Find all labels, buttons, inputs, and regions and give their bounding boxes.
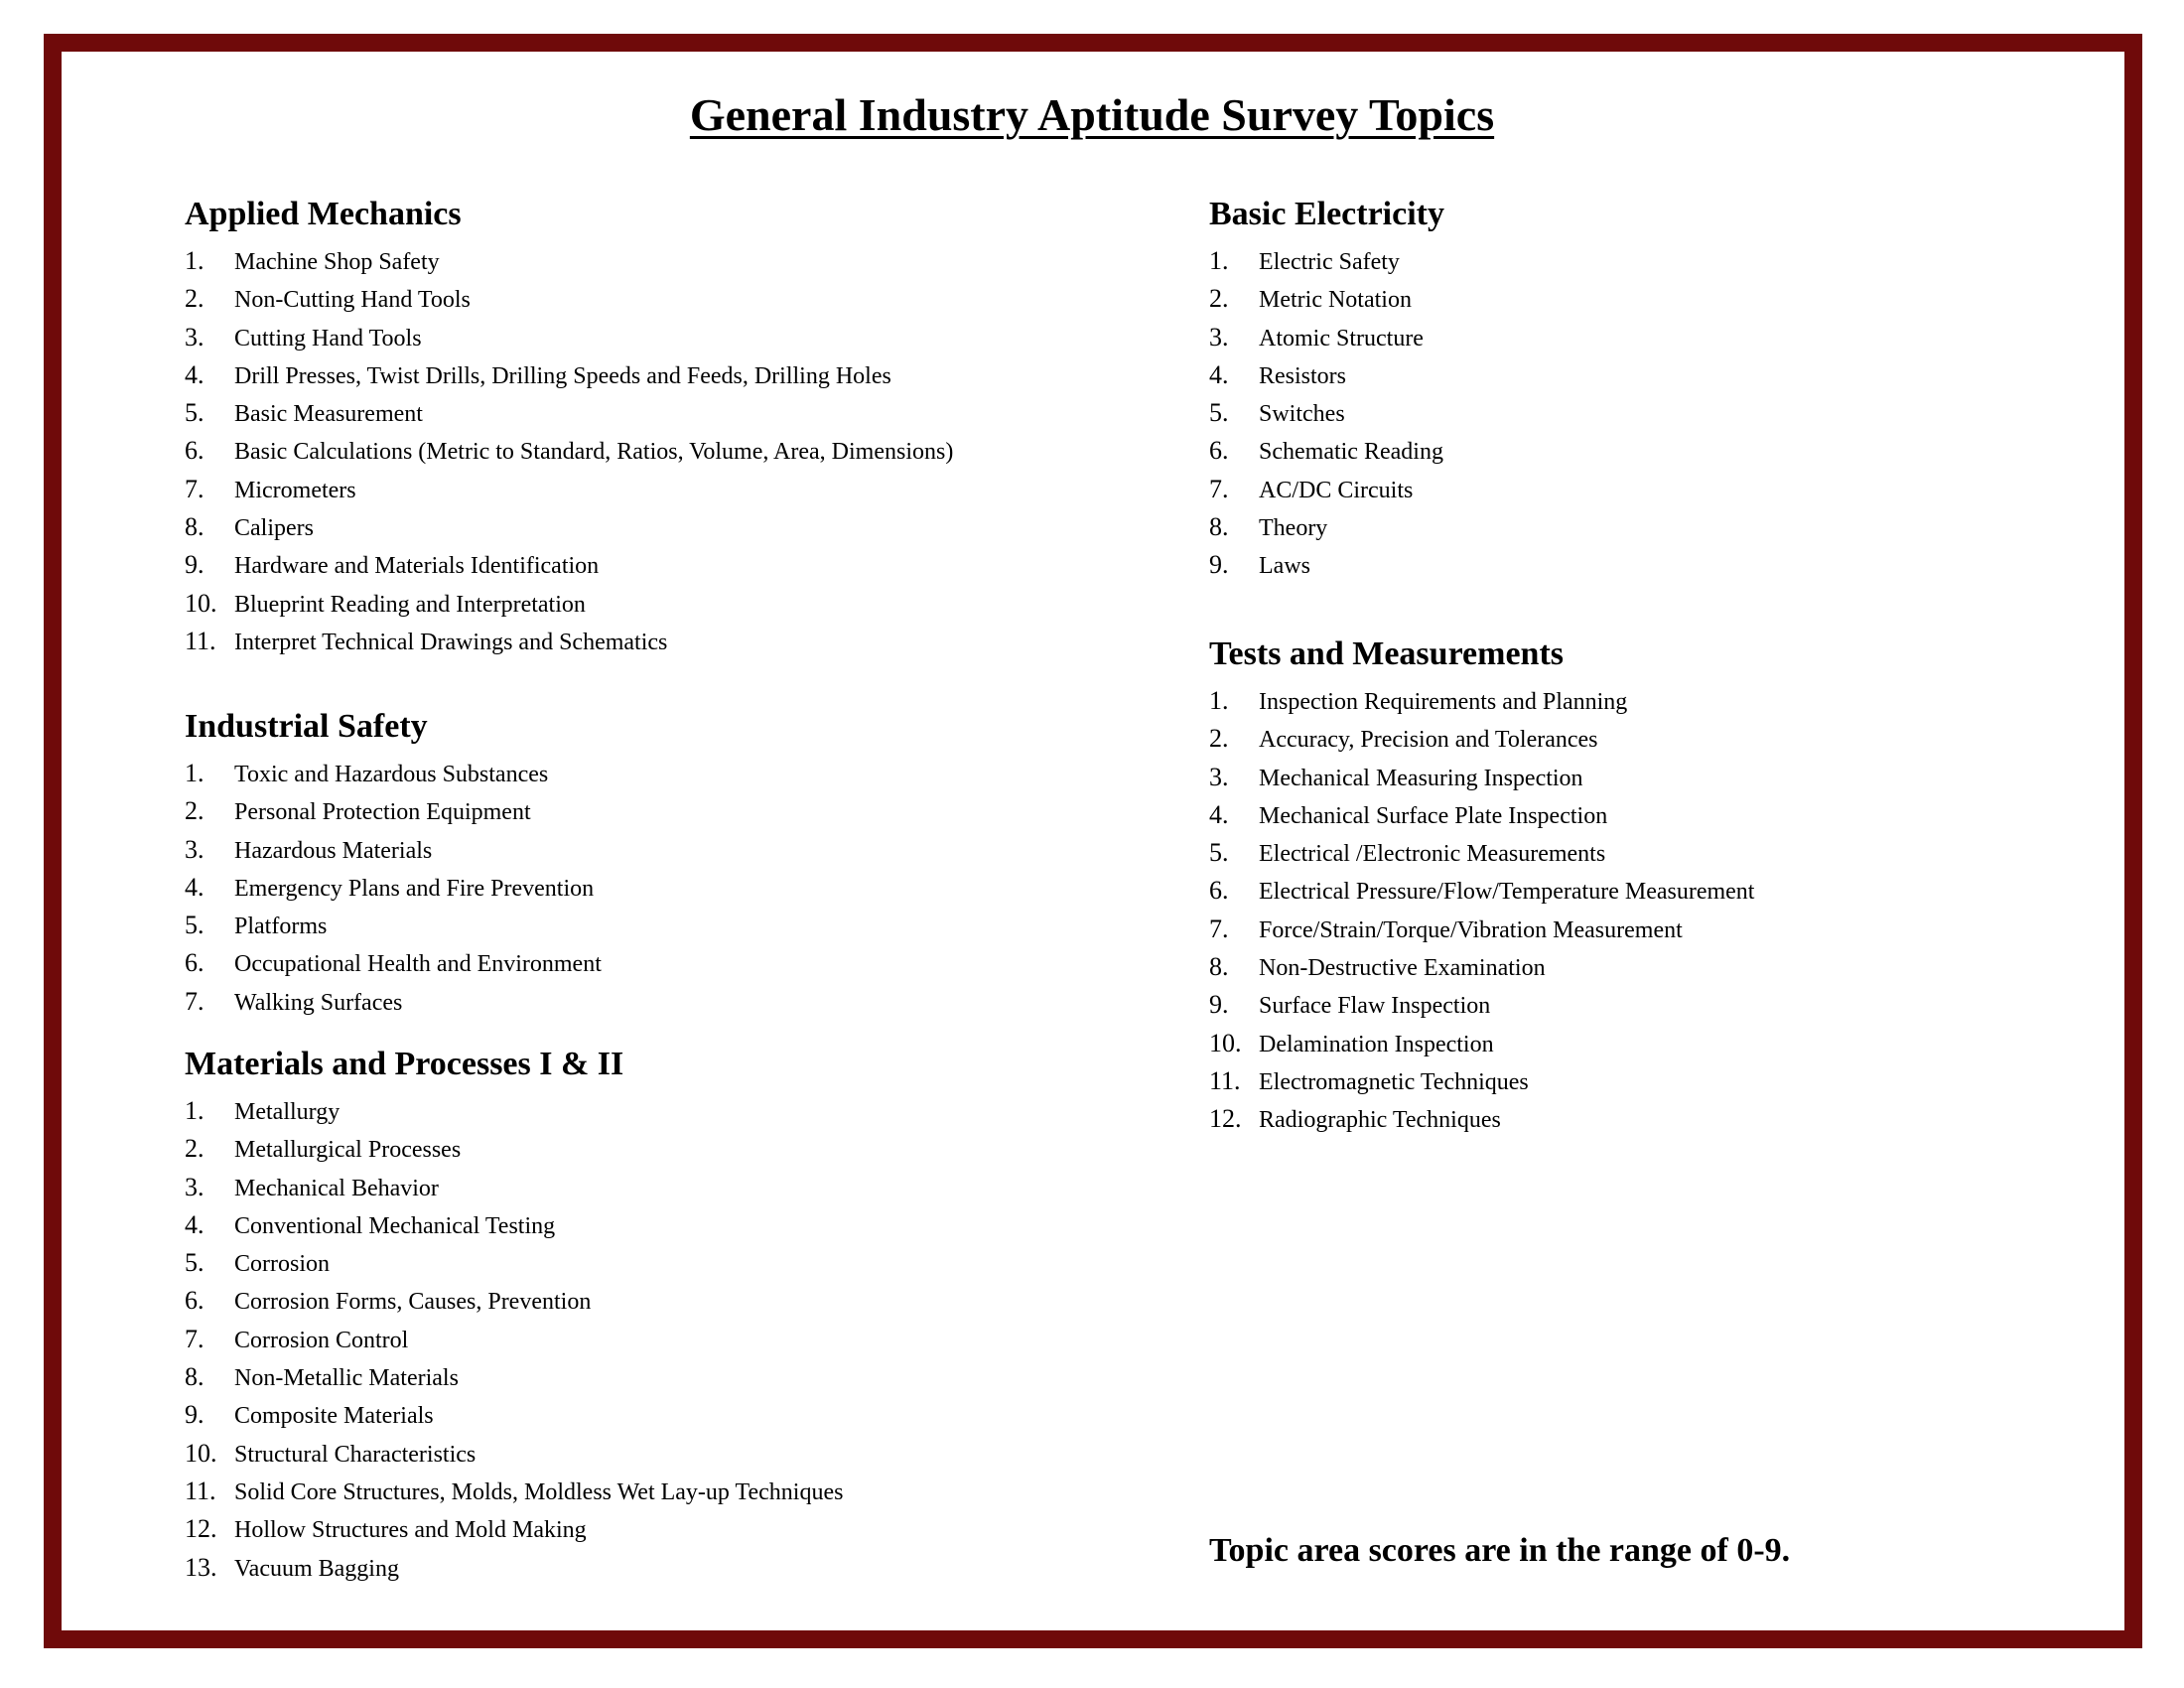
- topic-label: Atomic Structure: [1259, 325, 1424, 352]
- topic-label: Non-Destructive Examination: [1259, 955, 1546, 982]
- topic-label: Resistors: [1259, 362, 1347, 389]
- topic-item: [1209, 911, 1754, 948]
- topic-item: [185, 471, 953, 508]
- topic-number: 2.: [185, 284, 205, 314]
- topic-label: Electrical /Electronic Measurements: [1259, 841, 1606, 868]
- topic-label: Calipers: [234, 515, 314, 542]
- topic-label: Force/Strain/Torque/Vibration Measurement: [1259, 916, 1683, 943]
- topic-label: AC/DC Circuits: [1259, 477, 1414, 503]
- topic-item: [185, 1282, 843, 1320]
- topic-label: Machine Shop Safety: [234, 249, 440, 275]
- topic-item: [1209, 508, 1444, 546]
- topic-number: 6.: [185, 436, 205, 466]
- topic-item: [1209, 986, 1754, 1024]
- topic-label: Hazardous Materials: [234, 837, 433, 864]
- topic-label: Non-Metallic Materials: [234, 1365, 459, 1392]
- topic-label: Metric Notation: [1259, 287, 1412, 314]
- topic-label: Drill Presses, Twist Drills, Drilling Speeds and Feeds, Drilling Holes: [234, 362, 891, 389]
- topic-item: [185, 1358, 843, 1396]
- topic-item: [1209, 720, 1754, 758]
- topic-number: 10.: [185, 588, 217, 618]
- topic-number: 3.: [185, 834, 205, 864]
- topic-label: Vacuum Bagging: [234, 1555, 399, 1582]
- topic-item: [1209, 319, 1444, 356]
- topic-number: 5.: [185, 398, 205, 428]
- topic-number: 4.: [185, 359, 205, 389]
- section-heading: Materials and Processes I & II: [185, 1046, 624, 1082]
- topic-number: 9.: [1209, 550, 1229, 580]
- topic-item: [185, 394, 953, 432]
- topic-item: [1209, 796, 1754, 834]
- topic-item: [185, 1092, 843, 1130]
- topic-number: 9.: [1209, 990, 1229, 1020]
- topic-label: Structural Characteristics: [234, 1441, 477, 1468]
- topic-label: Hollow Structures and Mold Making: [234, 1517, 587, 1544]
- topic-number: 5.: [1209, 398, 1229, 428]
- section-basic-electricity: [1209, 193, 1444, 585]
- topic-label: Basic Measurement: [234, 401, 423, 428]
- topic-number: 5.: [185, 1248, 205, 1278]
- topic-number: 2.: [1209, 284, 1229, 314]
- topic-label: Corrosion Control: [234, 1327, 409, 1353]
- topic-number: 9.: [185, 550, 205, 580]
- topic-item: [185, 1244, 843, 1282]
- topic-item: [185, 623, 953, 660]
- topic-item: [185, 319, 953, 356]
- topic-label: Switches: [1259, 401, 1345, 428]
- topic-number: 7.: [185, 986, 205, 1016]
- topic-item: [185, 546, 953, 584]
- topic-label: Interpret Technical Drawings and Schematics: [234, 629, 668, 655]
- topic-item: [185, 983, 602, 1021]
- topic-item: [185, 432, 953, 470]
- topic-item: [185, 280, 953, 318]
- topic-number: 1.: [1209, 686, 1229, 715]
- topic-number: 4.: [1209, 799, 1229, 829]
- topic-number: 4.: [185, 1209, 205, 1239]
- topic-item: [1209, 280, 1444, 318]
- topic-number: 8.: [1209, 952, 1229, 982]
- topic-number: 11.: [185, 626, 216, 655]
- topic-number: 1.: [185, 759, 205, 787]
- topic-item: [185, 792, 602, 830]
- topic-item: [185, 755, 602, 792]
- topic-number: 11.: [185, 1476, 216, 1505]
- topic-label: Inspection Requirements and Planning: [1259, 689, 1628, 715]
- topic-label: Theory: [1259, 515, 1328, 542]
- topic-label: Blueprint Reading and Interpretation: [234, 591, 586, 618]
- topic-number: 7.: [185, 1324, 205, 1353]
- topic-item: [1209, 432, 1444, 470]
- topic-label: Metallurgical Processes: [234, 1137, 462, 1164]
- topic-item: [185, 1130, 843, 1168]
- topic-label: Solid Core Structures, Molds, Moldless Wet Lay-up Techniques: [234, 1478, 844, 1505]
- topic-number: 7.: [185, 474, 205, 503]
- topic-label: Radiographic Techniques: [1259, 1107, 1501, 1134]
- topic-label: Electrical Pressure/Flow/Temperature Measurement: [1259, 879, 1755, 906]
- topic-label: Occupational Health and Environment: [234, 951, 602, 978]
- topic-item: [185, 1396, 843, 1434]
- topic-item: [1209, 1025, 1754, 1062]
- topic-number: 3.: [185, 322, 205, 352]
- topic-item: [185, 1169, 843, 1206]
- topic-item: [185, 356, 953, 394]
- topic-label: Toxic and Hazardous Substances: [234, 762, 549, 787]
- topic-number: 6.: [185, 1286, 205, 1316]
- topic-number: 1.: [185, 1096, 205, 1125]
- topic-number: 10.: [185, 1438, 217, 1468]
- topic-list: [1209, 242, 1444, 585]
- topic-label: Corrosion: [234, 1251, 330, 1278]
- topic-number: 2.: [185, 1134, 205, 1164]
- topic-label: Metallurgy: [234, 1099, 341, 1125]
- topic-number: 9.: [185, 1400, 205, 1430]
- topic-label: Accuracy, Precision and Tolerances: [1259, 727, 1598, 754]
- topic-item: [185, 1549, 843, 1587]
- topic-number: 7.: [1209, 474, 1229, 503]
- topic-number: 10.: [1209, 1028, 1242, 1057]
- topic-number: 4.: [185, 872, 205, 902]
- topic-item: [185, 1206, 843, 1244]
- section-materials-and-processes: [185, 1043, 843, 1587]
- topic-list: [185, 1092, 843, 1587]
- topic-label: Electric Safety: [1259, 249, 1400, 275]
- topic-label: Mechanical Surface Plate Inspection: [1259, 802, 1608, 829]
- topic-number: 3.: [1209, 762, 1229, 791]
- topic-label: Non-Cutting Hand Tools: [234, 287, 471, 314]
- topic-list: [185, 755, 602, 1021]
- section-heading: Industrial Safety: [185, 708, 428, 745]
- topic-item: [1209, 394, 1444, 432]
- topic-number: 8.: [185, 1362, 205, 1392]
- topic-label: Mechanical Behavior: [234, 1175, 439, 1201]
- topic-item: [185, 508, 953, 546]
- topic-number: 12.: [1209, 1104, 1242, 1134]
- topic-label: Walking Surfaces: [234, 989, 403, 1016]
- topic-item: [1209, 872, 1754, 910]
- topic-label: Basic Calculations (Metric to Standard, Ratios, Volume, Area, Dimensions): [234, 439, 954, 466]
- topic-number: 13.: [185, 1552, 217, 1582]
- page-title: General Industry Aptitude Survey Topics: [689, 89, 1495, 140]
- topic-number: 4.: [1209, 359, 1229, 389]
- topic-item: [1209, 471, 1444, 508]
- topic-list: [1209, 682, 1754, 1139]
- topic-label: Corrosion Forms, Causes, Prevention: [234, 1289, 592, 1316]
- topic-item: [185, 1321, 843, 1358]
- topic-item: [1209, 242, 1444, 280]
- topic-item: [1209, 546, 1444, 584]
- topic-number: 11.: [1209, 1065, 1241, 1095]
- topic-label: Mechanical Measuring Inspection: [1259, 765, 1583, 791]
- section-tests-and-measurements: [1209, 633, 1754, 1139]
- section-applied-mechanics: [185, 193, 953, 660]
- topic-item: [185, 907, 602, 944]
- topic-item: [185, 869, 602, 907]
- topic-item: [185, 1435, 843, 1473]
- topic-item: [1209, 759, 1754, 796]
- section-industrial-safety: [185, 705, 602, 1021]
- topic-number: 8.: [1209, 512, 1229, 542]
- topic-item: [185, 585, 953, 623]
- section-heading: Applied Mechanics: [185, 196, 462, 232]
- topic-label: Emergency Plans and Fire Prevention: [234, 875, 595, 902]
- topic-number: 2.: [185, 796, 205, 826]
- topic-number: 3.: [185, 1172, 205, 1201]
- topic-number: 6.: [1209, 876, 1229, 906]
- section-heading: Basic Electricity: [1209, 196, 1444, 232]
- topic-number: 1.: [1209, 246, 1229, 275]
- topic-number: 5.: [1209, 838, 1229, 868]
- topic-label: Platforms: [234, 914, 328, 940]
- topic-label: Laws: [1259, 553, 1310, 580]
- topic-item: [1209, 1100, 1754, 1138]
- topic-label: Cutting Hand Tools: [234, 325, 422, 352]
- topic-label: Composite Materials: [234, 1403, 434, 1430]
- topic-item: [1209, 682, 1754, 720]
- topic-item: [1209, 1062, 1754, 1100]
- topic-item: [1209, 834, 1754, 872]
- topic-item: [1209, 948, 1754, 986]
- topic-number: 12.: [185, 1514, 217, 1544]
- topic-label: Personal Protection Equipment: [234, 799, 531, 826]
- topic-item: [185, 831, 602, 869]
- topic-item: [185, 1510, 843, 1548]
- topic-label: Micrometers: [234, 477, 356, 503]
- score-range-note: Topic area scores are in the range of 0-9.: [1209, 1532, 1791, 1569]
- topic-label: Conventional Mechanical Testing: [234, 1212, 556, 1239]
- topic-label: Hardware and Materials Identification: [234, 553, 600, 580]
- topic-item: [185, 944, 602, 982]
- topic-label: Schematic Reading: [1259, 439, 1443, 466]
- topic-number: 6.: [185, 948, 205, 978]
- topic-item: [185, 1473, 843, 1510]
- topic-label: Delamination Inspection: [1259, 1031, 1494, 1057]
- topic-list: [185, 242, 953, 660]
- section-heading: Tests and Measurements: [1209, 635, 1565, 672]
- topic-label: Electromagnetic Techniques: [1259, 1068, 1529, 1095]
- topic-item: [185, 242, 953, 280]
- topic-number: 6.: [1209, 436, 1229, 466]
- topic-label: Surface Flaw Inspection: [1259, 993, 1491, 1020]
- topic-item: [1209, 356, 1444, 394]
- topic-number: 8.: [185, 512, 205, 542]
- topic-number: 2.: [1209, 724, 1229, 754]
- topic-number: 5.: [185, 911, 205, 940]
- topic-number: 3.: [1209, 322, 1229, 352]
- topic-number: 7.: [1209, 914, 1229, 943]
- topic-number: 1.: [185, 246, 205, 275]
